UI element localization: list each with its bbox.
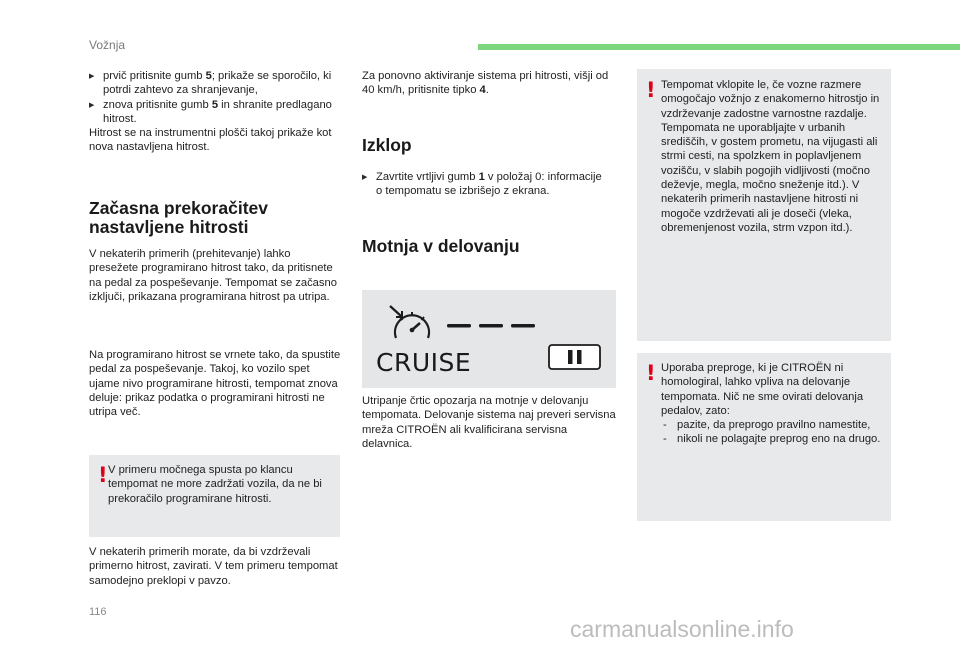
list-item: - nikoli ne polagajte preprog eno na drugo.	[661, 432, 887, 446]
paragraph: V nekaterih primerih (prehitevanje) lahko presežete programirano hitrost tako, da pritisnete na pedal za pospeševanje. Tempomat se začasno izključi, prikazana programirana hitrost pa utripa.	[89, 248, 337, 303]
accent-bar	[478, 44, 960, 50]
dashes-display	[447, 322, 539, 330]
paragraph: V nekaterih primerih morate, da bi vzdrževali primerno hitrost, zavirati. V tem primeru tempomat samodejno preklopi v pavzo.	[89, 546, 338, 587]
section-heading: Izklop	[362, 135, 412, 155]
paragraph: Za ponovno aktiviranje sistema pri hitrosti, višji od 40 km/h, pritisnite tipko 4.	[362, 70, 609, 97]
paragraph: Hitrost se na instrumentni plošči takoj prikaže kot nova nastavljena hitrost.	[89, 127, 332, 154]
page-number: 116	[89, 606, 107, 618]
list-item: - pazite, da preprogo pravilno namestite,	[661, 418, 887, 432]
cruise-display-panel	[362, 290, 616, 388]
section-heading: Začasna prekoračitev nastavljene hitrosti	[89, 198, 268, 237]
list-item: ▶ znova pritisnite gumb 5 in shranite predlagano hitrost.	[89, 98, 344, 127]
warning-icon: !	[98, 463, 108, 487]
pause-icon	[548, 344, 601, 370]
paragraph: Na programirano hitrost se vrnete tako, da spustite pedal za pospeševanje. Takoj, ko vozilo spet ujame nivo programirane hitrosti, tempomat znova deluje: prikaz podatka o programirani hitrosti ne utripa več.	[89, 349, 341, 419]
paragraph: Utripanje črtic opozarja na motnje v delovanju tempomata. Delovanje sistema naj preveri servisna mreža CITROËN ali kvalificirana servisna delavnica.	[362, 395, 616, 450]
column-1	[89, 69, 344, 155]
warning-text: Uporaba preproge, ki je CITROËN ni homologiral, lahko vpliva na delovanje tempomata. Nič ne sme ovirati delovanja pedalov, zato: - pazite, da preprogo pravilno namestite, - nikoli ne polagajte preprog eno na drugo.	[661, 361, 887, 447]
section-heading: Motnja v delovanju	[362, 236, 520, 256]
cruise-label: CRUISE	[376, 348, 472, 377]
warning-box	[637, 353, 891, 521]
list-item: ▶ prvič pritisnite gumb 5; prikaže se sporočilo, ki potrdi zahtevo za shranjevanje,	[89, 69, 344, 98]
list-item: ▶ Zavrtite vrtljivi gumb 1 v položaj 0: informacije o tempomatu se izbrišejo z ekrana.	[362, 170, 602, 199]
section-title: Vožnja	[89, 38, 126, 52]
watermark: carmanualsonline.info	[570, 616, 794, 642]
warning-box	[89, 455, 340, 537]
warning-box	[637, 69, 891, 341]
warning-text: V primeru močnega spusta po klancu tempomat ne more zadržati vozila, da ne bi prekoračilo programirane hitrosti.	[108, 464, 322, 505]
warning-icon: !	[646, 361, 656, 385]
warning-text: Tempomat vklopite le, če vozne razmere omogočajo vožnjo z enakomerno hitrostjo in vzdrževanje zadostne varnostne razdalje. Tempomata ne uporabljajte v urbanih središčih, v gostem prometu, na vijugasti ali strmi cesti, na spolzkem in poplavljenem vozišču, v slabih pogojih vidljivosti (močno deževje, megla, močno sneženje itd.). V nekaterih primerih nastavljene hitrosti ni mogoče vzdrževati ali je doseči (vleka, obremenjenost vozila, strm vzpon itd.).	[661, 79, 880, 234]
speedometer-off-icon	[386, 304, 438, 344]
warning-icon: !	[646, 78, 656, 102]
